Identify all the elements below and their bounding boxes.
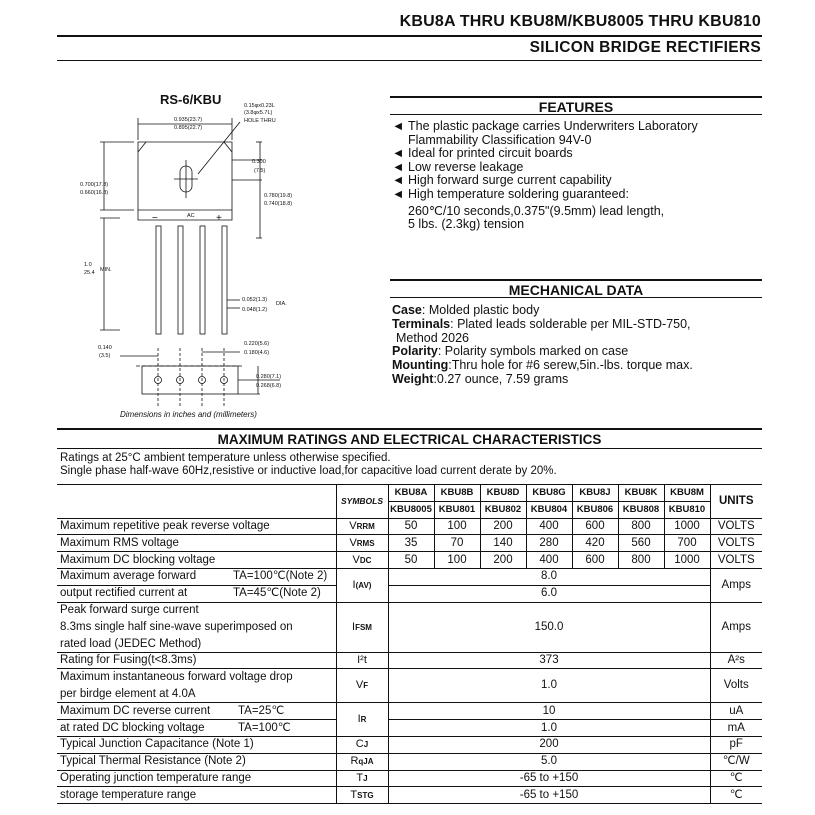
- feature-item: ◄ Ideal for printed circuit boards: [392, 146, 573, 161]
- features-list: [390, 120, 762, 232]
- polarity-line: Polarity: Polarity symbols marked on case: [392, 344, 629, 359]
- table-row: Typical Thermal Resistance (Note 2) RqJA 5.0 ℃/W: [57, 753, 762, 770]
- table-header-row: [57, 485, 762, 502]
- units-header: UNITS: [710, 485, 762, 519]
- dim-t1: 0.280(7.1): [256, 374, 282, 380]
- table-row: Maximum average forward TA=100℃(Note 2) I(AV) 8.0 Amps: [57, 568, 762, 585]
- dim-width: 0.935(23.7): [174, 117, 203, 123]
- table-row: Maximum instantaneous forward voltage drop per birdge element at 4.0A VF 1.0 Volts: [57, 669, 762, 703]
- table-row: Maximum RMS voltage VRMS 35 70 140 280 420 560 700 VOLTS: [57, 535, 762, 552]
- dim-dia1: 0.052(1.3): [242, 297, 268, 303]
- dim-p1: 0.220(5.6): [244, 341, 270, 347]
- part-header: KBU8A: [388, 485, 434, 502]
- feature-item: ◄ Low reverse leakage: [392, 159, 524, 174]
- part-header: KBU801: [434, 501, 480, 518]
- table-row: Peak forward surge current 8.3ms single half sine-wave superimposed on rated load (JEDEC Method) IFSM 150.0 Amps: [57, 602, 762, 652]
- terminals-line: Terminals: Plated leads solderable per MIL-STD-750,: [392, 316, 691, 331]
- dim-lead1: 1.0: [84, 262, 92, 268]
- header-rule-bottom: [57, 60, 762, 61]
- dim-h1: 0.700(17.8): [80, 182, 109, 188]
- bullet-arrow-icon: ◄: [392, 119, 405, 133]
- table-row: Typical Junction Capacitance (Note 1) CJ 200 pF: [57, 736, 762, 753]
- mounting-line: Mounting:Thru hole for #6 serew,5in.-lbs. torque max.: [392, 358, 693, 373]
- dim-dia3: DIA.: [276, 301, 287, 307]
- dim-300: 0.300: [252, 159, 266, 165]
- bullet-arrow-icon: ◄: [392, 159, 405, 174]
- part-header: KBU8K: [618, 485, 664, 502]
- ratings-title: MAXIMUM RATINGS AND ELECTRICAL CHARACTERISTICS: [57, 428, 762, 449]
- weight-line: Weight:0.27 ounce, 7.59 grams: [392, 371, 569, 386]
- feature-item: ◄ The plastic package carries Underwriters Laboratory: [392, 119, 698, 133]
- dim-t2: 0.268(6.8): [256, 383, 282, 389]
- ratings-note: Ratings at 25°C ambient temperature unless otherwise specified. Single phase half-wave 60Hz,resistive or inductive load,for capacitive load current derate by 20%.: [60, 452, 557, 477]
- dim-dia2: 0.048(1.2): [242, 307, 268, 313]
- bullet-arrow-icon: ◄: [392, 146, 405, 161]
- table-row: at rated DC blocking voltage TA=100℃ 1.0 mA: [57, 720, 762, 737]
- dim-hole3: HOLE THRU: [244, 118, 276, 124]
- symbols-header: SYMBOLS: [336, 485, 388, 519]
- dim-300b: (7.5): [254, 168, 266, 174]
- bullet-arrow-icon: ◄: [392, 186, 405, 201]
- features-section: [390, 96, 762, 232]
- part-header: KBU8B: [434, 485, 480, 502]
- feature-item-continuation: Flammability Classification 94V-0: [408, 132, 592, 147]
- package-body: [138, 142, 232, 210]
- terminals-continuation: Method 2026: [396, 330, 469, 345]
- feature-item: ◄ High forward surge current capability: [392, 173, 612, 188]
- dim-p2: 0.180(4.6): [244, 350, 270, 356]
- feature-item-continuation: 260℃/10 seconds,0.375"(9.5mm) lead length,: [408, 203, 665, 218]
- package-outline-drawing: [80, 100, 320, 420]
- dim-b2: (3.5): [99, 353, 111, 359]
- table-row: Rating for Fusing(t<8.3ms) I²t 373 A²s: [57, 652, 762, 669]
- dim-h3: 0.780(19.8): [264, 193, 293, 199]
- dim-h2: 0.660(16.8): [80, 190, 109, 196]
- dim-width2: 0.895(22.7): [174, 125, 203, 131]
- dim-h4: 0.740(18.8): [264, 201, 293, 207]
- ac-label: AC: [187, 213, 195, 219]
- plus-label: +: [216, 213, 222, 224]
- header-rule: [57, 35, 762, 37]
- dim-hole2: (3.8φx5.7L): [244, 110, 273, 116]
- lead-1: [156, 226, 161, 334]
- table-row: Maximum DC reverse current TA=25℃ IR 10 uA: [57, 703, 762, 720]
- part-header: KBU8J: [572, 485, 618, 502]
- table-row: Maximum DC blocking voltage VDC 50 100 200 400 600 800 1000 VOLTS: [57, 552, 762, 569]
- lead-4: [222, 226, 227, 334]
- feature-item-continuation: 5 lbs. (2.3kg) tension: [408, 217, 525, 232]
- ratings-table: [57, 484, 762, 804]
- dim-lead2: 25.4: [84, 270, 95, 276]
- part-header: KBU806: [572, 501, 618, 518]
- dim-hole1: 0.15φx0.23L: [244, 103, 275, 109]
- mechanical-title: MECHANICAL DATA: [390, 279, 762, 298]
- mechanical-data: [390, 304, 762, 387]
- part-header: KBU808: [618, 501, 664, 518]
- feature-item: ◄ High temperature soldering guaranteed:: [392, 186, 629, 201]
- minus-label: −: [152, 213, 158, 224]
- mechanical-section: [390, 279, 762, 387]
- part-header: KBU8G: [526, 485, 572, 502]
- features-title: FEATURES: [390, 96, 762, 115]
- lead-2: [178, 226, 183, 334]
- lead-3: [200, 226, 205, 334]
- part-header: KBU802: [480, 501, 526, 518]
- part-header: KBU804: [526, 501, 572, 518]
- package-name: RS-6/KBU: [160, 92, 222, 107]
- dim-b1: 0.140: [98, 345, 112, 351]
- bullet-arrow-icon: ◄: [392, 173, 405, 188]
- case-line: Case: Molded plastic body: [392, 303, 540, 317]
- part-header: KBU8M: [664, 485, 710, 502]
- document-title: KBU8A THRU KBU8M/KBU8005 THRU KBU810: [399, 13, 761, 30]
- table-row: output rectified current at TA=45℃(Note 2) 6.0: [57, 585, 762, 602]
- table-row: Operating junction temperature range TJ -65 to +150 ℃: [57, 770, 762, 787]
- document-subtitle: SILICON BRIDGE RECTIFIERS: [529, 39, 761, 56]
- table-row: Maximum repetitive peak reverse voltage VRRM 50 100 200 400 600 800 1000 VOLTS: [57, 518, 762, 535]
- part-header: KBU8D: [480, 485, 526, 502]
- part-header: KBU810: [664, 501, 710, 518]
- dimension-note: Dimensions in inches and (millimeters): [120, 410, 257, 419]
- part-header: KBU8005: [388, 501, 434, 518]
- table-row: storage temperature range TSTG -65 to +150 ℃: [57, 787, 762, 804]
- dim-lead3: MIN.: [100, 267, 112, 273]
